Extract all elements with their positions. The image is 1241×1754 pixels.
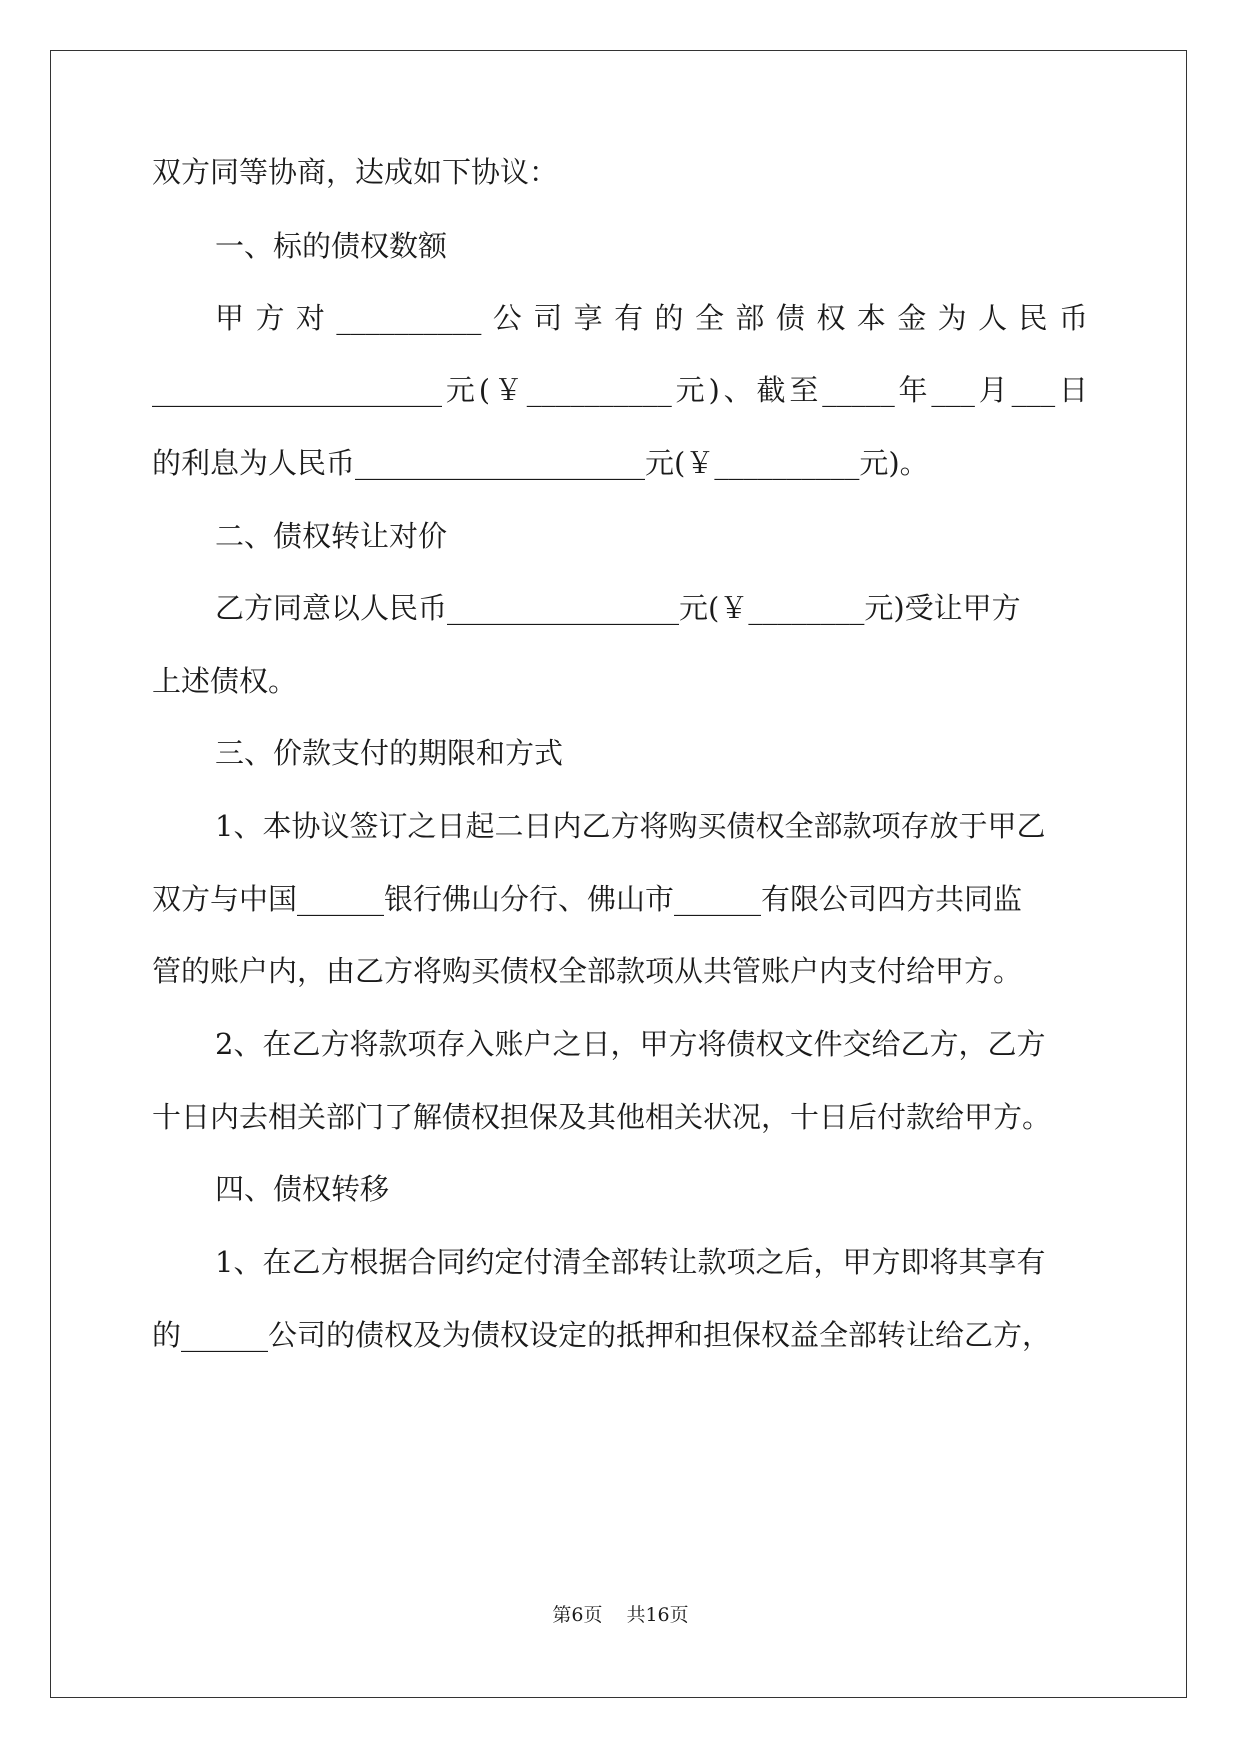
paragraph-line: 乙方同意以人民币________________元(￥________元)受让甲方 xyxy=(215,591,1021,625)
page-number-total: 共16页 xyxy=(626,1604,689,1626)
page-footer xyxy=(0,1603,1241,1627)
paragraph-line: 双方与中国______银行佛山分行、佛山市______有限公司四方共同监 xyxy=(152,882,1023,916)
paragraph-line: 甲方对__________公司享有的全部债权本金为人民币 xyxy=(215,301,1088,335)
paragraph-line: 1、在乙方根据合同约定付清全部转让款项之后，甲方即将其享有 xyxy=(215,1245,1046,1279)
page-number-current: 第6页 xyxy=(552,1604,603,1626)
paragraph-line: 2、在乙方将款项存入账户之日，甲方将债权文件交给乙方，乙方 xyxy=(215,1027,1046,1061)
paragraph-line: ____________________元(￥__________元)、截至_____年___月___日 xyxy=(152,373,1088,407)
paragraph-line: 十日内去相关部门了解债权担保及其他相关状况，十日后付款给甲方。 xyxy=(152,1100,1052,1134)
paragraph-line: 双方同等协商，达成如下协议： xyxy=(152,155,559,189)
paragraph-line: 管的账户内，由乙方将购买债权全部款项从共管账户内支付给甲方。 xyxy=(152,954,1023,988)
paragraph-line: 1、本协议签订之日起二日内乙方将购买债权全部款项存放于甲乙 xyxy=(215,809,1046,843)
paragraph-line: 上述债权。 xyxy=(152,664,298,698)
section-heading: 三、价款支付的期限和方式 xyxy=(215,736,564,770)
paragraph-line: 的______公司的债权及为债权设定的抵押和担保权益全部转让给乙方， xyxy=(152,1318,1052,1352)
section-heading: 一、标的债权数额 xyxy=(215,229,448,263)
section-heading: 二、债权转让对价 xyxy=(215,519,448,553)
paragraph-line: 的利息为人民币____________________元(￥__________元)。 xyxy=(152,446,929,480)
section-heading: 四、债权转移 xyxy=(215,1172,390,1206)
